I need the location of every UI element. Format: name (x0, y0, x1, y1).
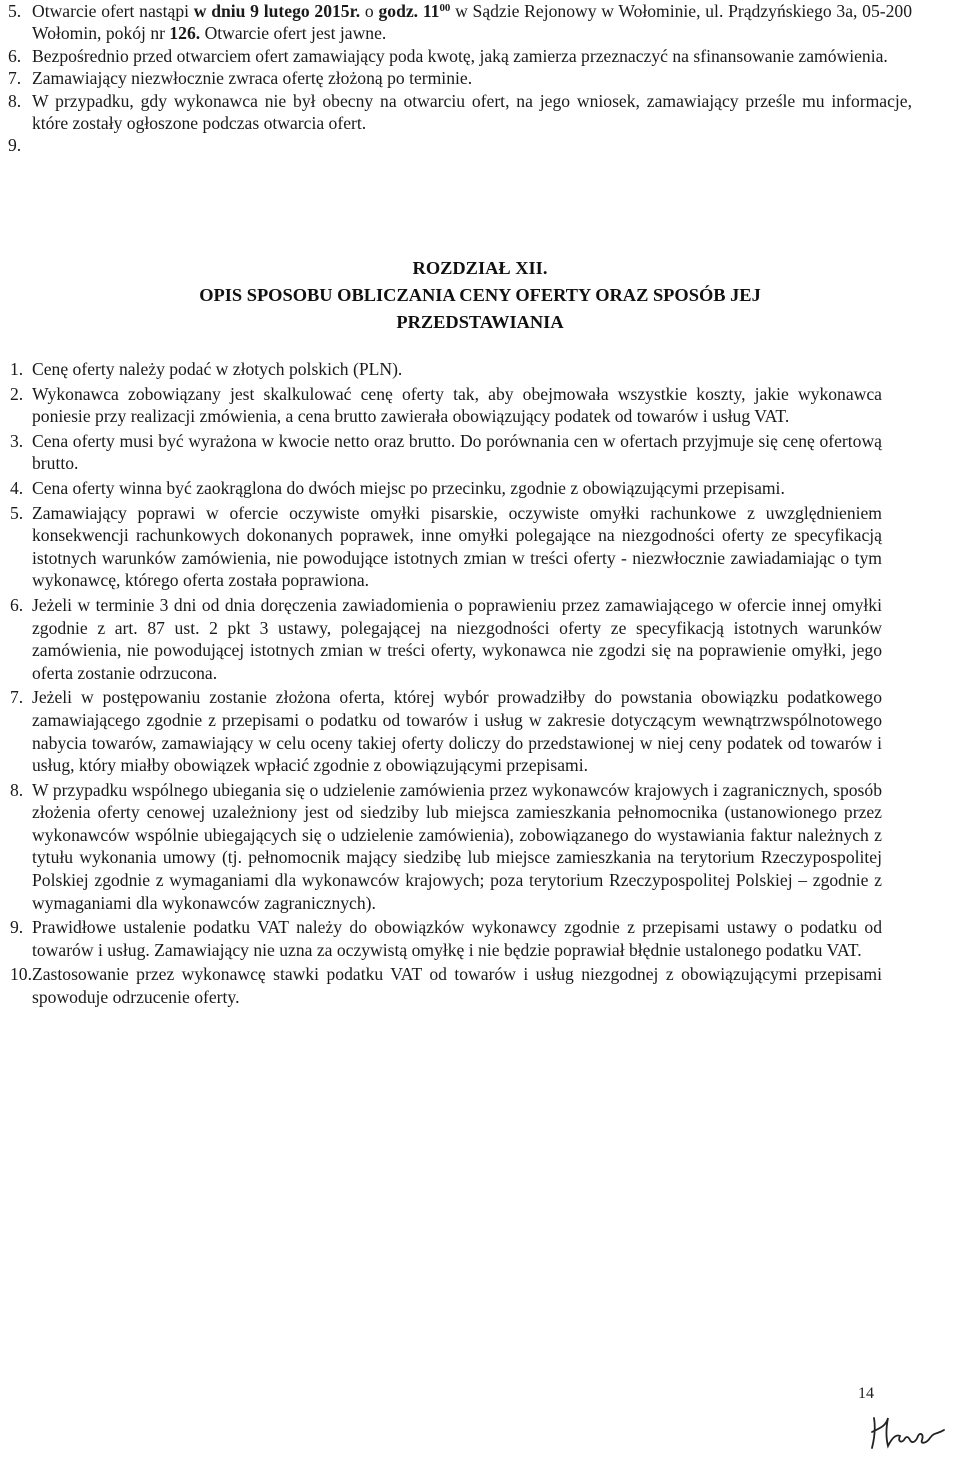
list-item (0, 477, 960, 500)
list-item-number: 10. (10, 964, 32, 985)
list-item (0, 779, 960, 915)
list-item-number: 8. (8, 90, 22, 111)
list-item (0, 45, 960, 67)
list-item-number: 1. (10, 359, 24, 379)
top-numbered-list (0, 0, 960, 157)
list-item-text: W przypadku wspólnego ubiegania się o udzielenie zamówienia przez wykonawców krajowych i zagranicznych, sposób złożenia oferty cenowej uzależniony jest od siedziby lub miejsca zamieszkania pełnomocnika (ustanowionego przez wykonawców wspólnie ubiegających się o udzielenie zamówienia), zobowiązanego do wystawiania faktur należnych z tytułu wykonania umowy (tj. pełnomocnik mający siedzibę lub miejsce zamieszkania na terytorium Rzeczypospolitej Polskiej zgodnie z wymaganiami dla wykonawców krajowych; poza terytorium Rzeczypospolitej Polskiej – zgodnie z wymaganiami dla wykonawców zagranicznych). (32, 779, 882, 913)
list-item-number: 7. (8, 68, 22, 89)
section-subtitle-line2: PRZEDSTAWIANIA (396, 312, 564, 332)
page-number: 14 (858, 1385, 874, 1402)
list-item (0, 686, 960, 776)
list-item-text: Zamawiający niezwłocznie zwraca ofertę złożoną po terminie. (32, 68, 473, 89)
list-item (0, 963, 960, 1008)
list-item (0, 358, 960, 381)
list-item (0, 430, 960, 475)
list-item (0, 90, 960, 135)
list-item-number: 6. (10, 594, 24, 615)
main-numbered-list (0, 358, 960, 1011)
list-item-text: Otwarcie ofert nastąpi w dniu 9 lutego 2015r. o godz. $11^{00}$ w Sądzie Rejonowy w Wołominie, ul. Prądzyńskiego 3a, 05-200 Wołomin, pokój nr 126. Otwarcie ofert jest jawne. (32, 1, 913, 44)
list-item (0, 67, 960, 89)
handwritten-signature (868, 1410, 948, 1454)
list-item-number: 9. (8, 135, 22, 156)
list-item-number: 8. (10, 779, 24, 800)
list-item-text (32, 134, 912, 156)
list-item (0, 502, 960, 592)
list-item-text: Bezpośrednio przed otwarciem ofert zamawiający poda kwotę, jaką zamierza przeznaczyć na sfinansowanie zamówienia. (32, 45, 888, 66)
list-item-text: Jeżeli w terminie 3 dni od dnia doręczenia zawiadomienia o poprawieniu przez zamawiającego w ofercie innej omyłki zgodnie z art. 87 ust. 2 pkt 3 ustawy, polegającej na niezgodności oferty ze specyfikacją istotnych warunków zamówienia, nie powodującej istotnych zmian w treści oferty, wykonawca nie zgodzi się na poprawienie omyłki, jego oferta zostanie odrzucona. (32, 594, 882, 683)
section-subtitle-line1: OPIS SPOSOBU OBLICZANIA CENY OFERTY ORAZ SPOSÓB JEJ (199, 285, 761, 305)
list-item (0, 134, 960, 156)
list-item-text: Zastosowanie przez wykonawcę stawki podatku VAT od towarów i usług niezgodnej z obowiązującymi przepisami spowoduje odrzucenie oferty. (32, 964, 882, 1008)
list-item (0, 0, 960, 45)
list-item-number: 4. (10, 477, 24, 498)
list-item (0, 916, 960, 961)
list-item (0, 383, 960, 428)
list-item-number: 6. (8, 45, 22, 66)
list-item-text: Cenę oferty należy podać w złotych polskich (PLN). (32, 359, 403, 379)
list-item (0, 594, 960, 684)
list-item-text: Prawidłowe ustalenie podatku VAT należy do obowiązków wykonawcy zgodnie z przepisami ustawy o podatku od towarów i usług. Zamawiający nie uzna za oczywistą omyłkę i nie będzie poprawiał błędnie ustalonego podatku VAT. (32, 917, 882, 960)
list-item-text: Cena oferty winna być zaokrąglona do dwóch miejsc po przecinku, zgodnie z obowiązującymi przepisami. (32, 477, 785, 498)
section-title: ROZDZIAŁ XII. (412, 258, 548, 278)
list-item-text: Cena oferty musi być wyrażona w kwocie netto oraz brutto. Do porównania cen w ofertach przyjmuje się cenę ofertową brutto. (32, 430, 882, 474)
list-item-text: Wykonawca zobowiązany jest skalkulować cenę oferty tak, aby obejmowała wszystkie koszty, jakie wykonawca poniesie przy realizacji zmówienia, a cena brutto zawierała obowiązujący podatek od towarów i usług VAT. (32, 383, 882, 427)
list-item-number: 7. (10, 687, 24, 708)
list-item-number: 5. (8, 1, 22, 21)
list-item-number: 2. (10, 383, 24, 404)
list-item-number: 9. (10, 917, 24, 938)
list-item-text: Zamawiający poprawi w ofercie oczywiste omyłki pisarskie, oczywiste omyłki rachunkowe z uwzględnieniem konsekwencji rachunkowych dokonanych poprawek, inne omyłki polegające na niezgodności oferty ze specyfikacją istotnych warunków zamówienia, nie powodujące istotnych zmian w treści oferty - niezwłocznie zawiadamiając o tym wykonawcę, którego oferta została poprawiona. (32, 502, 882, 591)
list-item-number: 3. (10, 430, 24, 451)
list-item-number: 5. (10, 502, 24, 523)
list-item-text: W przypadku, gdy wykonawca nie był obecny na otwarciu ofert, na jego wniosek, zamawiający prześle mu informacje, które zostały ogłoszone podczas otwarcia ofert. (32, 90, 912, 134)
list-item-text: Jeżeli w postępowaniu zostanie złożona oferta, której wybór prowadziłby do powstania obowiązku podatkowego zamawiającego zgodnie z przepisami o podatku od towarów i usług w zakresie dotyczącym wewnątrzwspólnotowego nabycia towarów, zamawiający w celu oceny takiej oferty doliczy do przedstawionej w niej ceny podatek od towarów i usług, który miałby obowiązek wpłacić zgodnie z obowiązującymi przepisami. (32, 687, 882, 776)
